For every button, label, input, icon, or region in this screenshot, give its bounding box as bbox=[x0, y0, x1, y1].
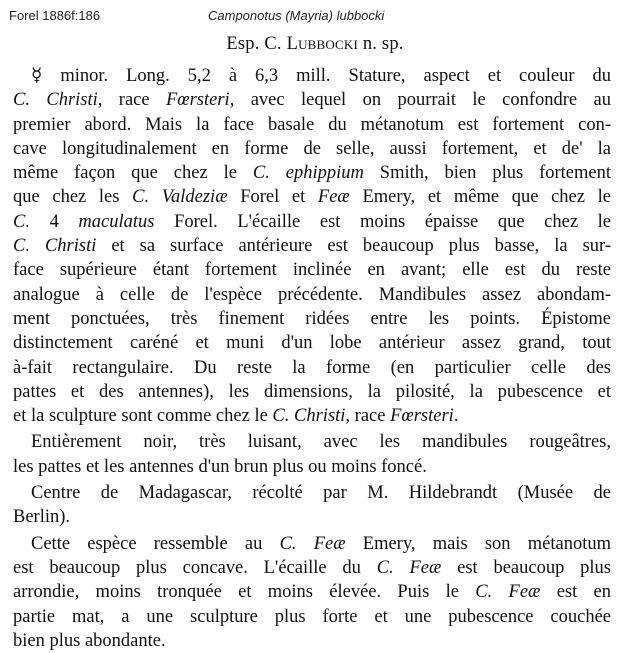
species-heading-suffix: n. sp. bbox=[358, 34, 404, 54]
text-line: Berlin). bbox=[13, 507, 71, 528]
italic-term: C. Valdeziæ bbox=[132, 187, 228, 208]
text-line: ment ponctuées, très finement ridées entre les points. Épistome bbox=[13, 308, 611, 329]
description-body bbox=[13, 64, 611, 653]
text-line: cave longitudinalement en forme de selle, aussi fortement, et de' la bbox=[13, 138, 611, 159]
text-line: C. Christi et sa surface antérieure est beaucoup plus basse, la sur- bbox=[13, 236, 611, 257]
text-line: Entièrement noir, très luisant, avec les mandibules rougeâtres, bbox=[31, 432, 611, 453]
italic-term: C. Feæ bbox=[376, 557, 442, 578]
text-line: est beaucoup plus concave. L'écaille du C. Feæ est beaucoup plus bbox=[13, 557, 611, 578]
italic-term: C. ephippium bbox=[252, 163, 364, 184]
italic-term: Fœrsteri bbox=[390, 406, 454, 427]
text-line: C. 4 maculatus Forel. L'écaille est moins épaisse que chez le bbox=[13, 211, 611, 232]
text-line: Centre de Madagascar, récolté par M. Hildebrandt (Musée de bbox=[31, 483, 611, 504]
italic-term: C. Feæ bbox=[475, 582, 541, 603]
text-line: Cette espèce ressemble au C. Feæ Emery, mais son métanotum bbox=[31, 533, 611, 554]
text-line: premier abord. Mais la face basale du métanotum est fortement con- bbox=[13, 114, 611, 135]
species-heading bbox=[0, 34, 630, 55]
text-line: et la sculpture sont comme chez le C. Christi, race Fœrsteri. bbox=[13, 406, 459, 427]
species-heading-prefix: Esp. C. bbox=[226, 34, 287, 54]
italic-term: C. Feæ bbox=[279, 533, 346, 554]
citation-label: Forel 1886f:186 bbox=[9, 8, 101, 23]
italic-term: C. Christi bbox=[13, 90, 98, 111]
text-line: même façon que chez le C. ephippium Smith, bien plus fortement bbox=[13, 163, 611, 184]
italic-term: C. Christi bbox=[13, 236, 97, 257]
italic-term: Fœrsteri bbox=[165, 90, 230, 111]
italic-term: maculatus bbox=[78, 211, 155, 232]
text-line: bien plus abondante. bbox=[13, 630, 166, 651]
text-line: que chez les C. Valdeziæ Forel et Feæ Emery, et même que chez le bbox=[13, 187, 611, 208]
text-line: face supérieure étant fortement inclinée en avant; elle est du reste bbox=[13, 260, 611, 281]
text-line: partie mat, a une sculpture plus forte et une pubescence couchée bbox=[13, 606, 611, 627]
italic-term: C. bbox=[13, 211, 30, 232]
text-line: à-fait rectangulaire. Du reste la forme (en particulier celle des bbox=[13, 357, 611, 378]
species-heading-name: Lubbocki bbox=[286, 34, 358, 54]
italic-term: C. Christi bbox=[272, 406, 346, 427]
text-line: distinctement caréné et muni d'un lobe antérieur assez grand, tout bbox=[13, 333, 611, 354]
text-line: les pattes et les antennes d'un brun plus ou moins foncé. bbox=[13, 456, 427, 477]
text-line: arrondie, moins tronquée et moins élevée. Puis le C. Feæ est en bbox=[13, 582, 611, 603]
text-line: C. Christi, race Fœrsteri, avec lequel on pourrait le confondre au bbox=[13, 90, 611, 111]
text-line: pattes et des antennes), les dimensions, la pilosité, la pubescence et bbox=[13, 381, 611, 402]
taxon-name-label: Camponotus (Mayria) lubbocki bbox=[208, 8, 385, 23]
italic-term: Feæ bbox=[317, 187, 350, 208]
text-line: ☿ minor. Long. 5,2 à 6,3 mill. Stature, aspect et couleur du bbox=[31, 66, 611, 86]
text-line: analogue à celle de l'espèce précédente. Mandibules assez abondam- bbox=[13, 284, 611, 305]
